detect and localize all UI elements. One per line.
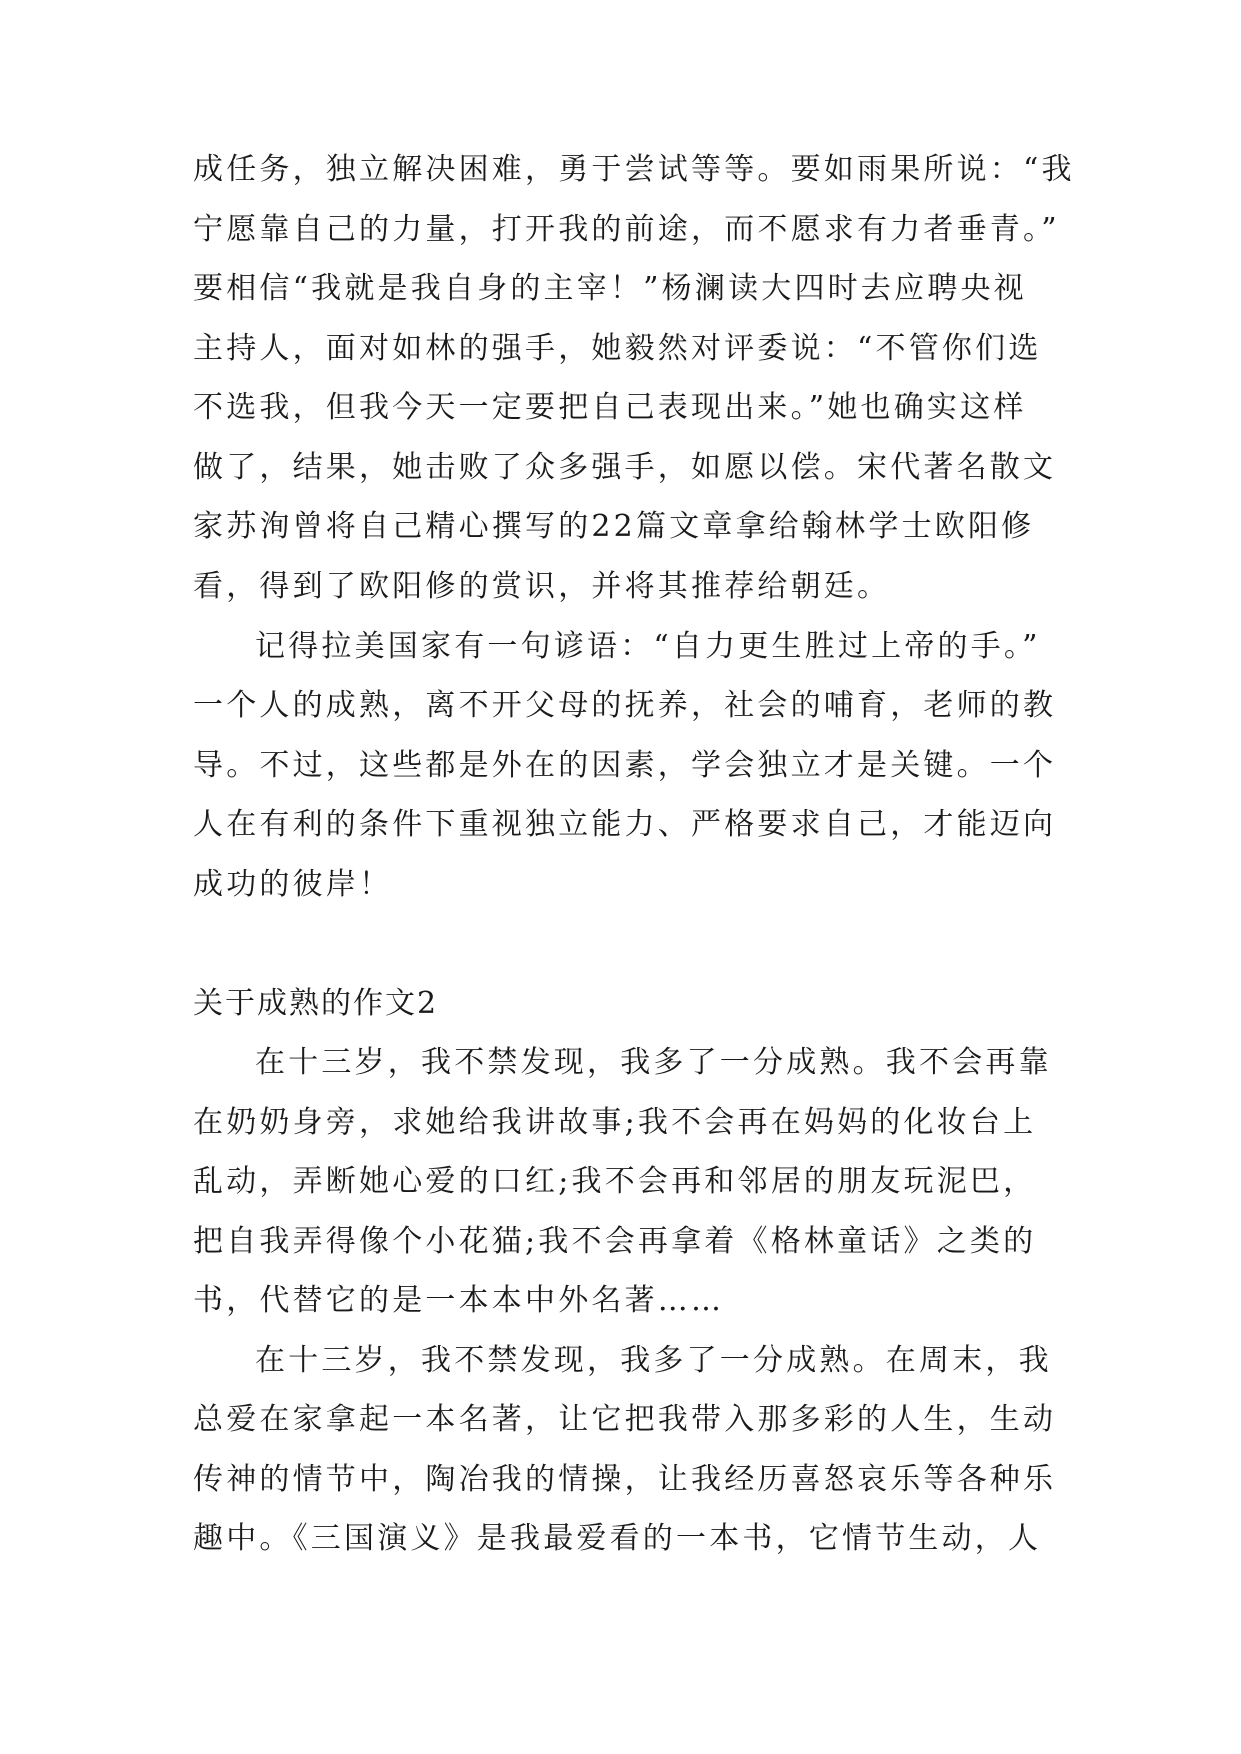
paragraph-first-line: 在十三岁，我不禁发现，我多了一分成熟。在周末，我 xyxy=(255,1343,1052,1378)
paragraph-first-line: 在十三岁，我不禁发现，我多了一分成熟。我不会再靠 xyxy=(255,1045,1052,1080)
text-line: 要相信“我就是我自身的主宰！”杨澜读大四时去应聘央视 xyxy=(193,271,1027,306)
text-line: 人在有利的条件下重视独立能力、严格要求自己，才能迈向 xyxy=(193,807,1057,842)
paragraph-first-line: 记得拉美国家有一句谚语：“自力更生胜过上帝的手。” xyxy=(255,629,1041,664)
text-line: 趣中。《三国演义》是我最爱看的一本书，它情节生动，人 xyxy=(193,1521,1042,1556)
text-line: 成功的彼岸！ xyxy=(193,867,393,902)
text-line: 做了，结果，她击败了众多强手，如愿以偿。宋代著名散文 xyxy=(193,450,1057,485)
text-line: 宁愿靠自己的力量，打开我的前途，而不愿求有力者垂青。” xyxy=(193,212,1060,247)
text-line: 传神的情节中，陶冶我的情操，让我经历喜怒哀乐等各种乐 xyxy=(193,1462,1057,1497)
text-line: 在奶奶身旁，求她给我讲故事;我不会再在妈妈的化妆台上 xyxy=(193,1105,1037,1140)
text-line: 总爱在家拿起一本名著，让它把我带入那多彩的人生，生动 xyxy=(193,1402,1057,1437)
text-line: 成任务，独立解决困难，勇于尝试等等。要如雨果所说：“我 xyxy=(193,152,1075,187)
text-line: 家苏洵曾将自己精心撰写的22篇文章拿给翰林学士欧阳修 xyxy=(193,509,1035,544)
text-line: 看，得到了欧阳修的赏识，并将其推荐给朝廷。 xyxy=(193,569,891,604)
text-line: 主持人，面对如林的强手，她毅然对评委说：“不管你们选 xyxy=(193,331,1042,366)
text-line: 乱动，弄断她心爱的口红;我不会再和邻居的朋友玩泥巴， xyxy=(193,1164,1037,1199)
text-line: 把自我弄得像个小花猫;我不会再拿着《格林童话》之类的 xyxy=(193,1224,1037,1259)
text-line: 导。不过，这些都是外在的因素，学会独立才是关键。一个 xyxy=(193,748,1057,783)
text-line: 一个人的成熟，离不开父母的抚养，社会的哺育，老师的教 xyxy=(193,688,1057,723)
essay-title: 关于成熟的作文2 xyxy=(193,986,439,1021)
text-line: 书，代替它的是一本本中外名著…… xyxy=(193,1283,725,1318)
text-line: 不选我，但我今天一定要把自己表现出来。”她也确实这样 xyxy=(193,390,1027,425)
